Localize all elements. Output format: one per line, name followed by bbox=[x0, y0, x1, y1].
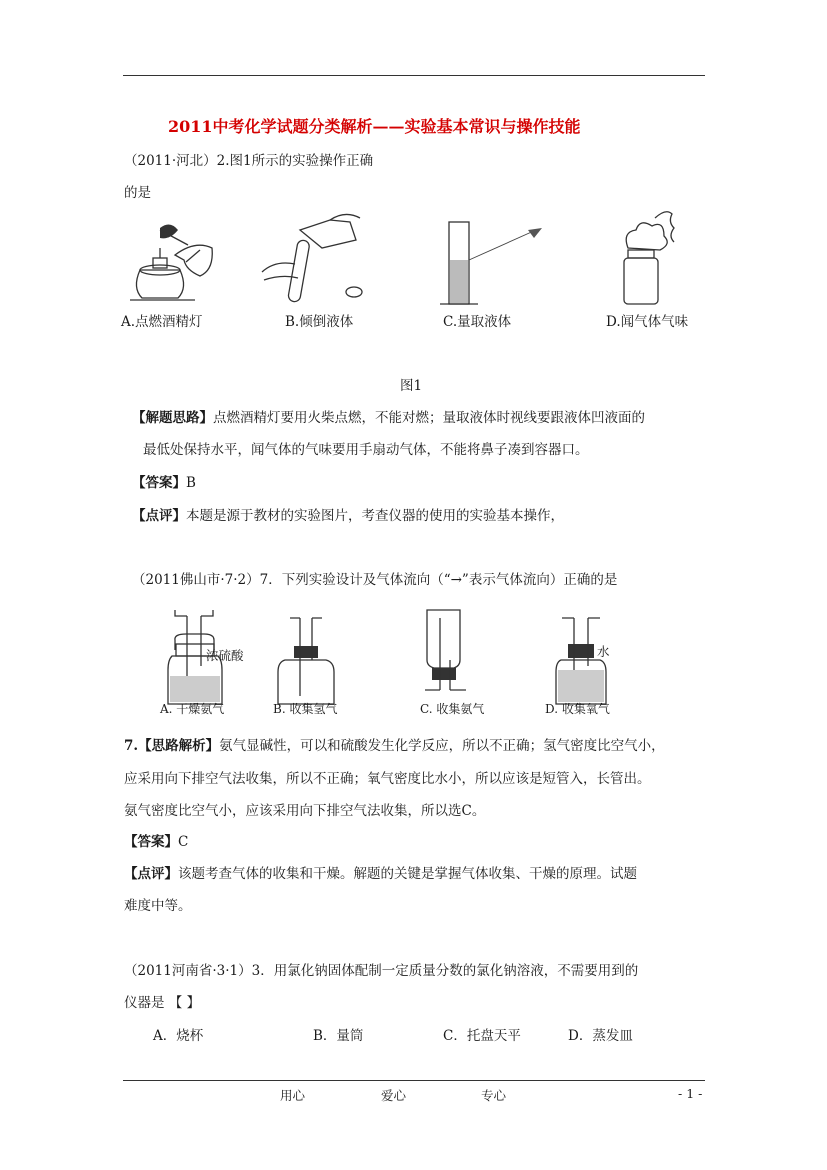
q2-analysis-line1 bbox=[124, 736, 665, 756]
analysis-label: 【解题思路】 bbox=[132, 410, 213, 426]
q1-option-b: B.倾倒液体 bbox=[285, 314, 354, 330]
q3-option-a: A．烧杯 bbox=[153, 1028, 204, 1044]
comment-text: 本题是源于教材的实验图片，考查仪器的使用的实验基本操作， bbox=[186, 508, 564, 524]
q2-analysis-line3: 氨气密度比空气小，应该采用向下排空气法收集，所以选C。 bbox=[124, 803, 486, 819]
q2-analysis-line2: 应采用向下排空气法收集，所以不正确；氧气密度比水小，所以应该是短管入，长管出。 bbox=[124, 771, 651, 787]
q3-source-line2: 仪器是 【 】 bbox=[124, 995, 201, 1011]
analysis-text: 点燃酒精灯要用火柴点燃，不能对燃；量取液体时视线要跟液体凹液面的 bbox=[213, 410, 645, 426]
comment-label: 【点评】 bbox=[124, 866, 178, 882]
q2-source: （2011佛山市·7·2）7．下列实验设计及气体流向（“→”表示气体流向）正确的是 bbox=[132, 572, 618, 588]
q1-answer bbox=[132, 473, 196, 493]
q1-option-a: A.点燃酒精灯 bbox=[121, 314, 203, 330]
footer-word-2: 爱心 bbox=[381, 1088, 407, 1103]
page-title: 2011中考化学试题分类解析——实验基本常识与操作技能 bbox=[168, 117, 581, 136]
answer-label: 【答案】 bbox=[124, 834, 178, 850]
apparatus-c-caption: C. 收集氨气 bbox=[420, 702, 485, 716]
q3-option-d: D．蒸发皿 bbox=[568, 1028, 633, 1044]
label-water: 水 bbox=[597, 644, 610, 659]
analysis-label: 7.【思路解析】 bbox=[124, 738, 220, 754]
figure-1-illustrations bbox=[0, 200, 827, 320]
q1-analysis-line1 bbox=[132, 408, 645, 428]
q2-answer bbox=[124, 832, 188, 852]
q1-option-c: C.量取液体 bbox=[443, 314, 512, 330]
answer-value: C bbox=[178, 834, 189, 850]
q3-option-b: B．量筒 bbox=[313, 1028, 364, 1044]
apparatus-d bbox=[556, 618, 606, 704]
apparatus-d-caption: D. 收集氧气 bbox=[545, 702, 610, 716]
graduated-cylinder-illustration bbox=[440, 222, 542, 304]
apparatus-a-caption: A. 干燥氨气 bbox=[160, 702, 225, 716]
q1-option-d: D.闻气体气味 bbox=[606, 314, 689, 330]
label-acid: 浓硫酸 bbox=[206, 648, 244, 663]
header-rule bbox=[123, 75, 705, 76]
comment-text: 该题考查气体的收集和干燥。解题的关键是掌握气体收集、干燥的原理。试题 bbox=[178, 866, 637, 882]
q1-analysis-line2: 最低处保持水平，闻气体的气味要用手扇动气体，不能将鼻子凑到容器口。 bbox=[143, 442, 589, 458]
page-number: - 1 - bbox=[678, 1086, 703, 1101]
q2-comment-line1 bbox=[124, 864, 637, 884]
q3-option-c: C．托盘天平 bbox=[443, 1028, 521, 1044]
q1-source: （2011·河北）2.图1所示的实验操作正确 bbox=[124, 153, 374, 169]
alcohol-lamp-illustration bbox=[130, 224, 212, 300]
footer-rule bbox=[123, 1080, 705, 1081]
apparatus-b bbox=[278, 618, 334, 704]
footer-word-3: 专心 bbox=[481, 1088, 507, 1103]
smelling-gas-illustration bbox=[624, 212, 674, 304]
figure-1-caption: 图1 bbox=[400, 378, 423, 394]
q3-source-line1: （2011河南省·3·1）3．用氯化钠固体配制一定质量分数的氯化钠溶液，不需要用到的 bbox=[124, 963, 639, 979]
pouring-liquid-illustration bbox=[262, 214, 362, 302]
analysis-text: 氨气显碱性，可以和硫酸发生化学反应，所以不正确；氢气密度比空气小， bbox=[219, 738, 665, 754]
figure-2-apparatus bbox=[0, 600, 827, 725]
answer-value: B bbox=[186, 475, 196, 491]
answer-label: 【答案】 bbox=[132, 475, 186, 491]
q1-source-cont: 的是 bbox=[124, 185, 151, 201]
footer-word-1: 用心 bbox=[280, 1088, 306, 1103]
q1-comment bbox=[132, 506, 564, 526]
comment-label: 【点评】 bbox=[132, 508, 186, 524]
apparatus-b-caption: B. 收集氢气 bbox=[273, 702, 338, 716]
apparatus-c bbox=[425, 610, 466, 690]
q2-comment-line2: 难度中等。 bbox=[124, 898, 192, 914]
